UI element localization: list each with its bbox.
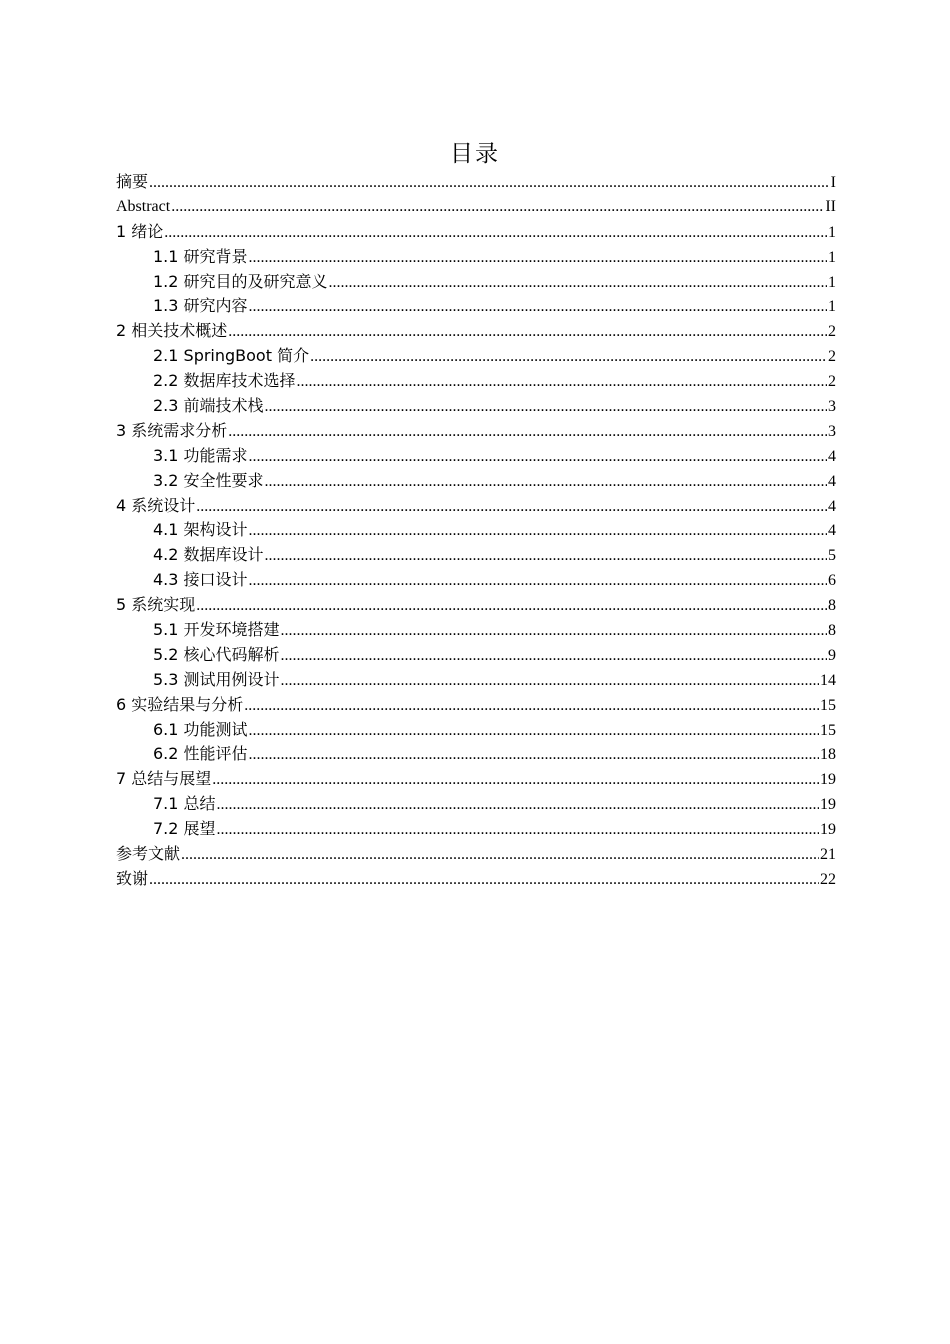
toc-dot-leader [196,495,827,520]
toc-page-number: 22 [820,870,836,888]
toc-entry-label: 1.1 研究背景 [153,246,248,266]
toc-entry[interactable] [116,294,836,319]
toc-entry-label: Abstract [116,197,171,215]
toc-page-number: 1 [828,223,836,241]
toc-entry-label: 4.1 架构设计 [153,520,248,540]
toc-entry[interactable] [116,344,836,369]
toc-page-number: 19 [820,771,836,789]
toc-entry-label: 摘要 [116,172,149,191]
toc-dot-leader [181,843,819,868]
toc-dot-leader [265,544,827,569]
toc-entry-label: 7.2 展望 [153,819,216,839]
toc-entry-label: 6 实验结果与分析 [116,694,244,714]
toc-dot-leader [265,470,827,495]
toc-page-number: 4 [828,497,836,515]
toc-entry-label: 5.1 开发环境搭建 [153,620,280,640]
toc-page-number: 1 [828,248,836,266]
toc-entry[interactable] [116,643,836,668]
toc-dot-leader [249,246,827,271]
toc-page-number: 3 [828,398,836,416]
toc-dot-leader [149,171,830,196]
toc-entry[interactable] [116,170,836,195]
toc-page-number: 4 [828,522,836,540]
toc-page-number: 9 [828,646,836,664]
toc-dot-leader [265,395,827,420]
toc-entry[interactable] [116,867,836,892]
toc-page-number: 5 [828,547,836,565]
toc-entry-label: 3 系统需求分析 [116,420,228,440]
toc-page-number: 3 [828,422,836,440]
toc-entry[interactable] [116,369,836,394]
toc-entry[interactable] [116,767,836,792]
toc-entry-label: 3.2 安全性要求 [153,470,264,490]
toc-entry-label: 1.2 研究目的及研究意义 [153,271,328,291]
toc-dot-leader [249,519,827,544]
toc-dot-leader [164,221,827,246]
toc-dot-leader [329,271,827,296]
toc-entry[interactable] [116,817,836,842]
toc-dot-leader [249,569,827,594]
toc-dot-leader [217,793,819,818]
toc-page-number: 8 [828,622,836,640]
toc-entry[interactable] [116,618,836,643]
toc-entry-label: 2 相关技术概述 [116,321,228,341]
toc-entry[interactable] [116,593,836,618]
toc-dot-leader [249,295,827,320]
toc-entry[interactable] [116,494,836,519]
toc-entry-label: 2.1 SpringBoot 简介 [153,346,310,366]
toc-entry[interactable] [116,394,836,419]
toc-page-number: 21 [820,846,836,864]
toc-entry[interactable] [116,195,836,220]
toc-entry-label: 1 绪论 [116,221,164,241]
toc-entry-label: 2.2 数据库技术选择 [153,371,296,391]
toc-entry-label: 5.2 核心代码解析 [153,644,280,664]
toc-entry-label: 2.3 前端技术栈 [153,396,264,416]
toc-page-number: 2 [828,373,836,391]
toc-page-number: 2 [828,323,836,341]
toc-dot-leader [217,818,819,843]
toc-entry-label: 1.3 研究内容 [153,296,248,316]
toc-dot-leader [249,719,819,744]
toc-page-number: 4 [828,472,836,490]
toc-page-number: 2 [828,348,836,366]
toc-entry-label: 4.3 接口设计 [153,570,248,590]
toc-entry[interactable] [116,568,836,593]
toc-dot-leader [212,768,819,793]
toc-entry-label: 7.1 总结 [153,794,216,814]
toc-entry[interactable] [116,220,836,245]
toc-dot-leader [244,694,819,719]
toc-dot-leader [281,669,819,694]
toc-entry[interactable] [116,792,836,817]
toc-dot-leader [281,619,827,644]
toc-page-number: 6 [828,572,836,590]
toc-entry[interactable] [116,718,836,743]
toc-entry[interactable] [116,270,836,295]
toc-entry-label: 6.2 性能评估 [153,744,248,764]
toc-page-number: 15 [820,721,836,739]
toc-entry-label: 7 总结与展望 [116,769,212,789]
toc-title: 目录 [450,141,500,167]
toc-page-number: 15 [820,696,836,714]
toc-dot-leader [171,195,824,220]
toc-page-number: I [830,174,836,191]
toc-entry-label: 参考文献 [116,844,181,864]
toc-entry[interactable] [116,419,836,444]
toc-dot-leader [228,420,827,445]
toc-page-number: 4 [828,447,836,465]
toc-dot-leader [249,445,827,470]
toc-list [116,170,836,892]
toc-entry-label: 4.2 数据库设计 [153,545,264,565]
toc-dot-leader [249,743,819,768]
toc-dot-leader [297,370,827,395]
toc-entry[interactable] [116,842,836,867]
toc-entry[interactable] [116,693,836,718]
toc-entry-label: 3.1 功能需求 [153,445,248,465]
toc-page-number: 18 [820,746,836,764]
toc-entry-label: 5.3 测试用例设计 [153,669,280,689]
toc-entry[interactable] [116,245,836,270]
toc-page-number: 8 [828,597,836,615]
toc-dot-leader [149,868,819,893]
toc-entry[interactable] [116,518,836,543]
toc-entry-label: 5 系统实现 [116,595,196,615]
toc-page-number: 1 [828,298,836,316]
toc-entry[interactable] [116,319,836,344]
toc-page-number: 14 [820,671,836,689]
toc-dot-leader [310,345,827,370]
toc-page-number: 19 [820,821,836,839]
toc-dot-leader [228,320,827,345]
toc-entry[interactable] [116,444,836,469]
toc-entry[interactable] [116,668,836,693]
toc-entry[interactable] [116,543,836,568]
toc-dot-leader [196,594,827,619]
toc-dot-leader [281,644,827,669]
toc-page-number: II [825,197,836,215]
toc-page-number: 19 [820,796,836,814]
toc-page-number: 1 [828,273,836,291]
toc-entry[interactable] [116,469,836,494]
toc-entry[interactable] [116,742,836,767]
toc-entry-label: 6.1 功能测试 [153,719,248,739]
toc-entry-label: 致谢 [116,868,149,888]
toc-entry-label: 4 系统设计 [116,495,196,515]
